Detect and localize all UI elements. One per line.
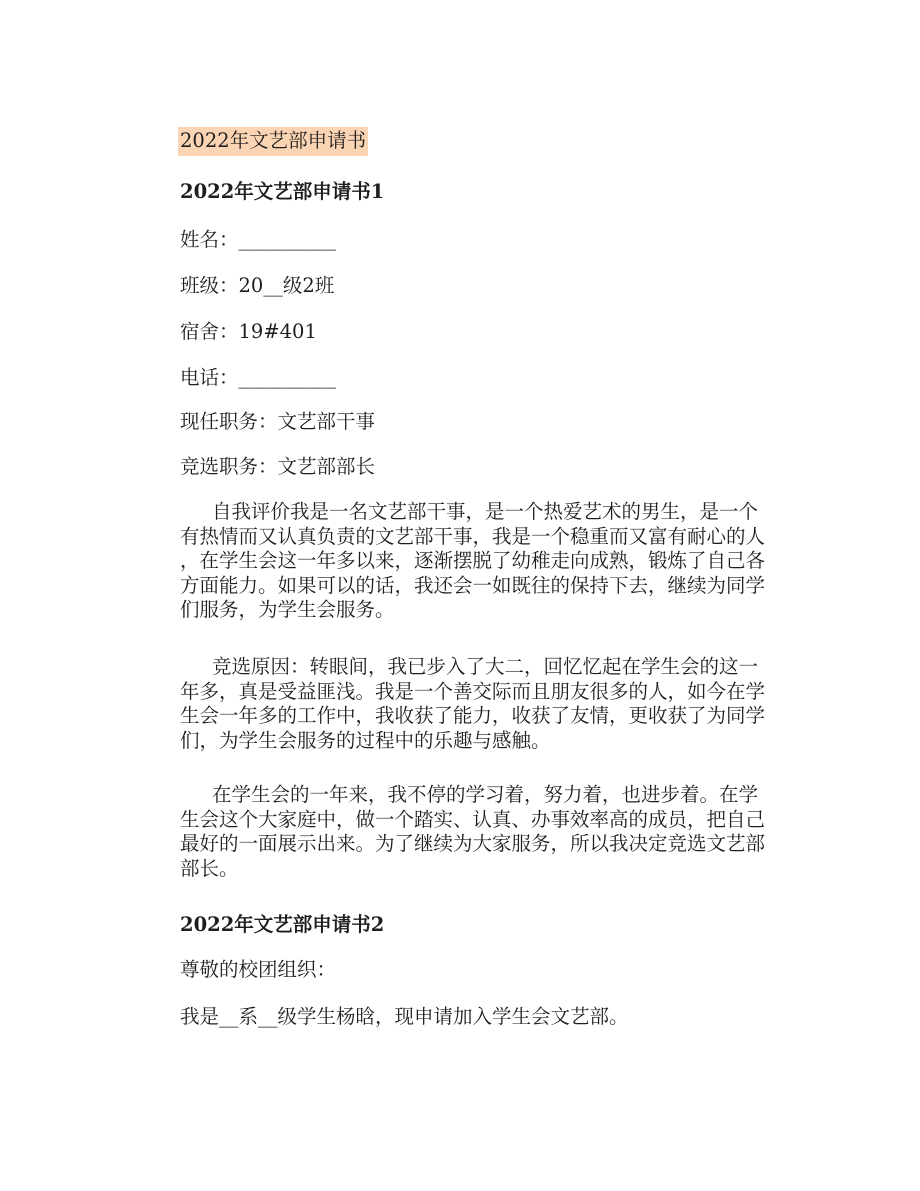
text-line: 生会这个大家庭中，做一个踏实、认真、办事效率高的成员，把自己 — [180, 807, 766, 831]
field-target-position: 竞选职务：文艺部部长 — [180, 455, 376, 478]
field-current-position: 现任职务：文艺部干事 — [180, 410, 376, 433]
text-line: ，在学生会这一年多以来，逐渐摆脱了幼稚走向成熟，锻炼了自己各 — [180, 549, 766, 572]
salutation: 尊敬的校团组织： — [180, 958, 337, 981]
text-line: 最好的一面展示出来。为了继续为大家服务，所以我决定竞选文艺部 — [180, 832, 766, 855]
field-name: 姓名：__________ — [180, 228, 337, 251]
field-phone: 电话：__________ — [180, 366, 337, 389]
text-line: 生会一年多的工作中，我收获了能力，收获了友情，更收获了为同学 — [180, 704, 766, 727]
section2-heading: 2022年文艺部申请书2 — [180, 913, 385, 936]
text-line: 在学生会的一年来，我不停的学习着，努力着，也进步着。在学 — [212, 783, 759, 806]
text-line: 们，为学生会服务的过程中的乐趣与感触。 — [180, 728, 551, 752]
field-dorm: 宿舍：19#401 — [180, 320, 317, 343]
section1-heading: 2022年文艺部申请书1 — [180, 180, 385, 203]
paragraph-self-evaluation — [180, 500, 765, 623]
intro-line: 我是__系__级学生杨晗，现申请加入学生会文艺部。 — [180, 1005, 629, 1028]
text-line: 有热情而又认真负责的文艺部干事，我是一个稳重而又富有耐心的人 — [180, 524, 766, 548]
text-line: 方面能力。如果可以的话，我还会一如既往的保持下去，继续为同学 — [180, 573, 766, 597]
text-line: 部长。 — [180, 856, 239, 880]
text-line: 年多，真是受益匪浅。我是一个善交际而且朋友很多的人，如今在学 — [180, 679, 766, 703]
text-line: 们服务，为学生会服务。 — [180, 598, 395, 621]
document-title: 2022年文艺部申请书 — [178, 127, 368, 156]
paragraph-decision — [180, 783, 765, 881]
text-line: 自我评价我是一名文艺部干事，是一个热爱艺术的男生，是一个 — [212, 500, 759, 523]
text-line: 竞选原因：转眼间，我已步入了大二，回忆忆起在学生会的这一 — [212, 655, 759, 678]
field-class: 班级：20__级2班 — [180, 274, 335, 297]
paragraph-reason — [180, 655, 765, 753]
